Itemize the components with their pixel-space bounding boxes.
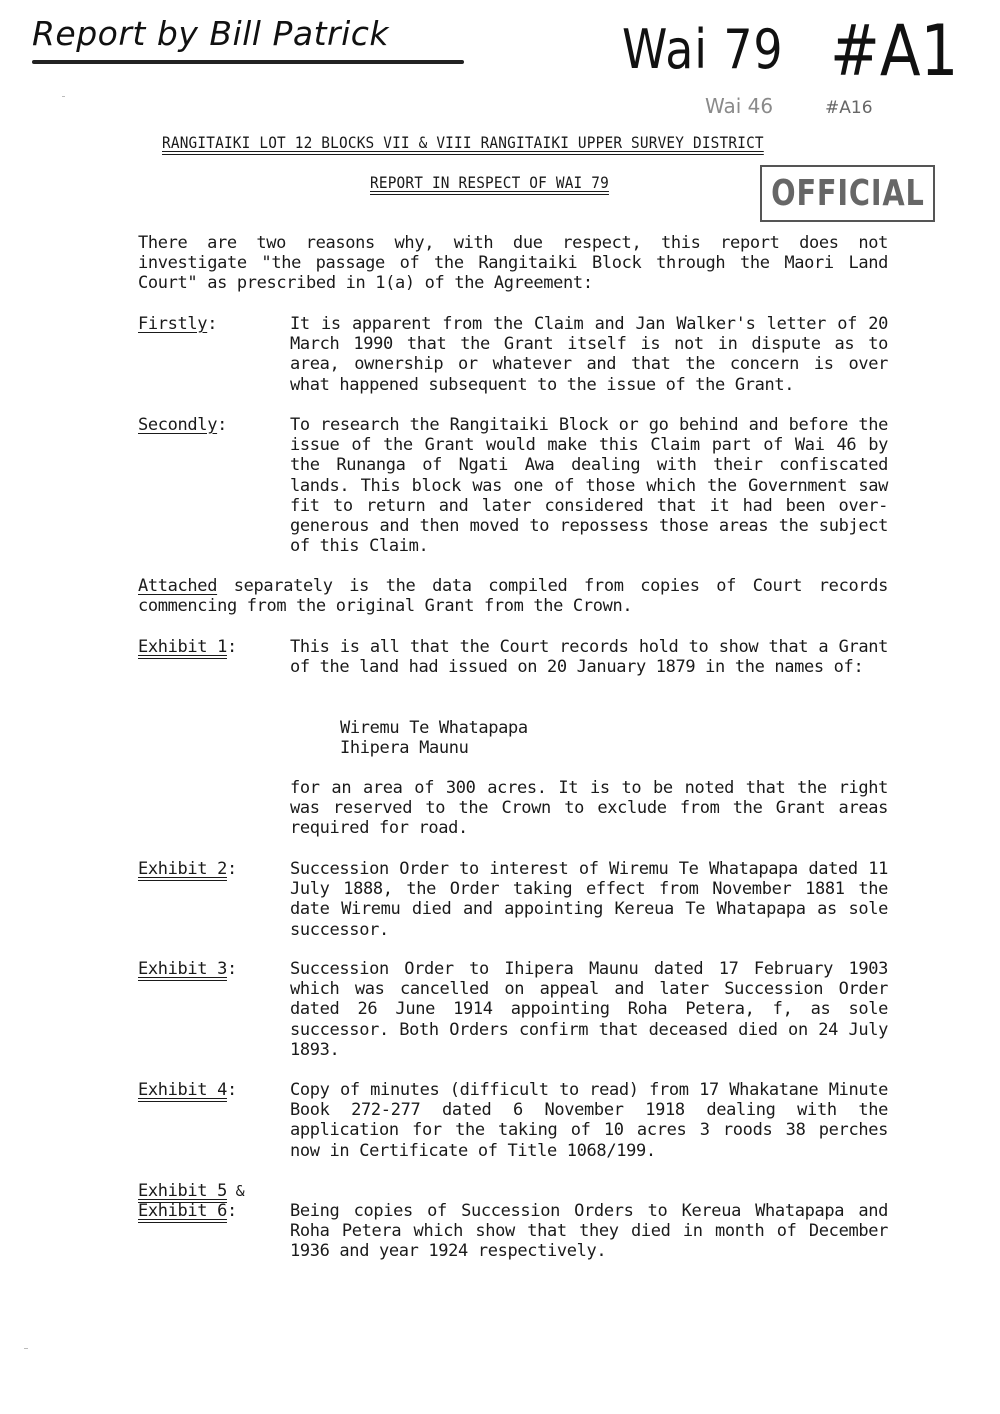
document-subtitle: REPORT IN RESPECT OF WAI 79 <box>370 173 609 192</box>
attached-lead-word: Attached <box>138 576 218 596</box>
grantee-names <box>340 718 528 758</box>
handwritten-record-number: #A1 <box>830 10 959 92</box>
exhibit-text-2: Succession Order to interest of Wiremu Te Whatapapa dated 11 July 1888, the Order taking effect from November 1881 the date Wiremu died and appointing Kereua Te Whatapapa as sole successor. <box>290 859 888 940</box>
reason-text-firstly: It is apparent from the Claim and Jan Walker's letter of 20 March 1990 that the Grant itself is not in dispute as to area, ownership or whatever and that the concern is over what happened subsequent to the issue of the Grant. <box>290 314 888 395</box>
exhibit-text-1-after: for an area of 300 acres. It is to be noted that the right was reserved to the Crown to exclude from the Grant areas required for road. <box>290 778 888 839</box>
grantee-name: Wiremu Te Whatapapa <box>340 718 528 738</box>
exhibit-label-4: Exhibit 4: <box>138 1080 237 1100</box>
handwritten-wai-reference: Wai 79 <box>622 18 784 81</box>
handwritten-secondary-record: #A16 <box>825 98 873 118</box>
grantee-name: Ihipera Maunu <box>340 738 469 759</box>
exhibit-text-3: Succession Order to Ihipera Maunu dated 17 February 1903 which was cancelled on appeal and later Succession Order dated 26 June 1914 appointing Roha Petera, f, as sole successor. Both Orders confirm that deceased died on 24 July 1893. <box>290 959 888 1060</box>
exhibit-label-6: Exhibit 6: <box>138 1201 237 1221</box>
stamp-text: OFFICIAL <box>770 173 925 214</box>
author-note-underline <box>32 60 464 64</box>
handwritten-author-note: Report by Bill Patrick <box>32 14 390 53</box>
document-title: RANGITAIKI LOT 12 BLOCKS VII & VIII RANGITAIKI UPPER SURVEY DISTRICT <box>162 133 764 152</box>
exhibit-label-5: Exhibit 5 & <box>138 1181 245 1201</box>
exhibit-label-2: Exhibit 2: <box>138 859 237 879</box>
exhibit-text-1: This is all that the Court records hold to show that a Grant of the land had issued on 20 January 1879 in the names of: <box>290 637 888 678</box>
intro-paragraph: There are two reasons why, with due respect, this report does not investigate "the passage of the Rangitaiki Block through the Maori Land Court" as prescribed in 1(a) of the Agreement: <box>138 233 888 294</box>
reason-label-firstly: Firstly: <box>138 314 218 334</box>
handwritten-secondary-reference: Wai 46 <box>705 94 774 118</box>
official-stamp <box>760 165 935 222</box>
scan-speck <box>24 1348 28 1349</box>
exhibit-text-4: Copy of minutes (difficult to read) from 17 Whakatane Minute Book 272-277 dated 6 November 1918 dealing with the application for the taking of 10 acres 3 roods 38 perches now in Certificate of Title 1068/199. <box>290 1080 888 1161</box>
exhibit-label-3: Exhibit 3: <box>138 959 237 979</box>
reason-text-secondly: To research the Rangitaiki Block or go behind and before the issue of the Grant would make this Claim part of Wai 46 by the Runanga of Ngati Awa dealing with their confiscated lands. This block was one of those which the Government saw fit to return and later considered that it had been over-generous and then moved to repossess those areas the subject of this Claim. <box>290 415 888 557</box>
scan-speck <box>62 96 65 97</box>
exhibit-text-5-6: Being copies of Succession Orders to Kereua Whatapapa and Roha Petera which show that they died in month of December 1936 and year 1924 respectively. <box>290 1201 888 1262</box>
reason-label-secondly: Secondly: <box>138 415 227 435</box>
exhibit-label-1: Exhibit 1: <box>138 637 237 657</box>
attached-paragraph: Attached separately is the data compiled from copies of Court records commencing from the original Grant from the Crown. <box>138 576 888 617</box>
